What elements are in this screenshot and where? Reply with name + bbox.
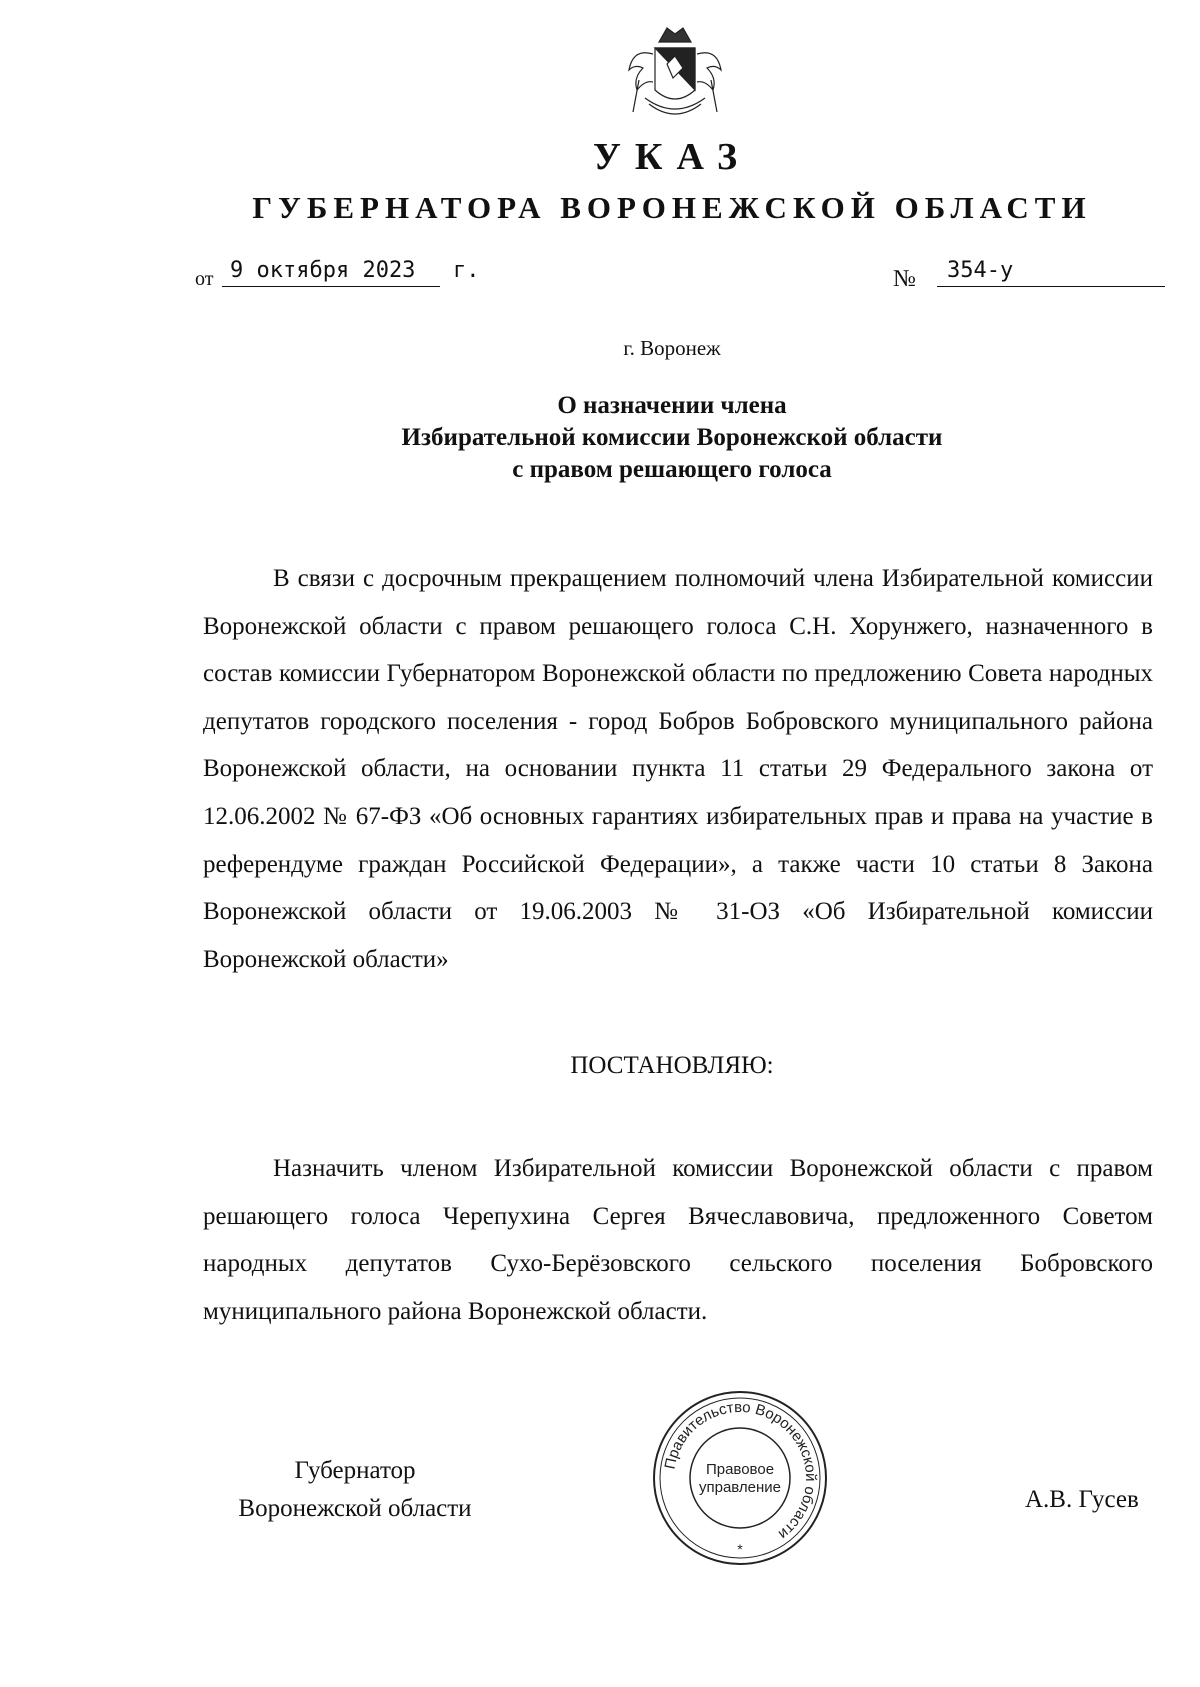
signatory-title-line: Губернатор [294,1457,416,1484]
signatory-title-line: Воронежской области [238,1495,472,1522]
date-suffix: г. [453,258,480,283]
coat-of-arms-icon [615,20,735,125]
document-subtitle: ГУБЕРНАТОРА ВОРОНЕЖСКОЙ ОБЛАСТИ [252,190,1092,225]
decree-word: ПОСТАНОВЛЯЮ: [570,1052,774,1079]
stamp-center-line: управление [698,1479,782,1496]
city: г. Воронеж [623,336,721,360]
date-prefix: от [195,268,214,290]
preamble-paragraph: В связи с досрочным прекращением полномочий члена Избирательной комиссии Воронежской области с правом решающего голоса С.Н. Хорунжего, назначенного в состав комиссии Губернатором Воронежской области по предложению Совета народных депутатов городского поселения - город Бобров Бобровского муниципального района Воронежской области, на основании пункта 11 статьи 29 Федерального закона от 12.06.2002 № 67-ФЗ «Об основных гарантиях избирательных прав и права на участие в референдуме граждан Российской Федерации», а также части 10 статьи 8 Закона Воронежской области от 19.06.2003 № 31-ОЗ «Об Избирательной комиссии Воронежской области» [203,565,1153,973]
date-number-row [195,258,1155,298]
stamp-star: * [737,1541,743,1557]
signatory-title [205,1452,505,1528]
document-title: УКАЗ [593,136,751,178]
document-heading [0,390,1200,486]
number-label: № [893,266,916,292]
stamp-ring-text: Правительство Воронежской области [661,1398,820,1543]
signatory-name: А.В. Гусев [1025,1486,1139,1513]
heading-line: Избирательной комиссии Воронежской области [401,424,943,451]
official-stamp-icon [650,1388,830,1568]
heading-line: О назначении члена [557,392,787,419]
operative-paragraph: Назначить членом Избирательной комиссии Воронежской области с правом решающего голоса Черепухина Сергея Вячеславовича, предложенного Советом народных депутатов Сухо-Берёзовского сельского поселения Бобровского муниципального района Воронежской области. [203,1155,1153,1325]
stamp-center-line: Правовое [705,1461,775,1478]
heading-line: с правом решающего голоса [512,456,832,483]
document-number: 354-у [937,258,1165,287]
document-date: 9 октября 2023 [222,258,440,287]
